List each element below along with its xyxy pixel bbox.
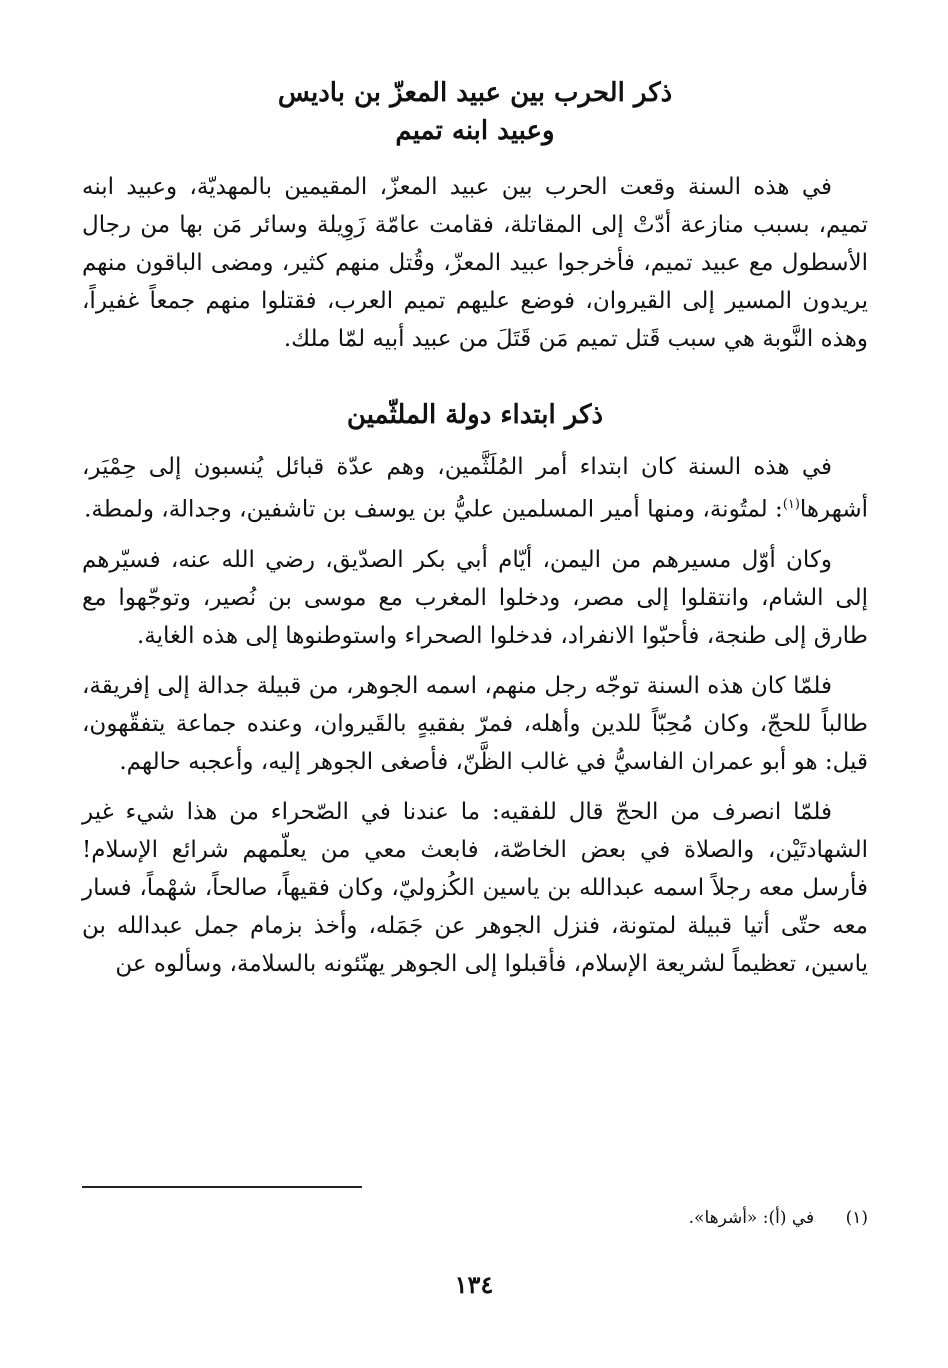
footnote-text: في (أ): «أشرها». [688, 1208, 815, 1228]
section-heading-line-1: ذكر الحرب بين عبيد المعزّ بن باديس [277, 78, 673, 108]
footnote-divider [82, 1186, 362, 1188]
section-heading-line-2: وعبيد ابنه تميم [395, 116, 555, 146]
paragraph-2-end: : لمتُونة، ومنها أمير المسلمين عليُّ بن يوسف بن تاشفين، وجدالة، ولمطة. [84, 496, 783, 523]
paragraph-5: فلمّا انصرف من الحجّ قال للفقيه: ما عندنا في الصّحراء من هذا شيء غير الشهادتَيْن، والصلاة في بعض الخاصّة، فابعث معي من يعلّمهم شرائع الإسلام! فأرسل معه رجلاً اسمه عبدالله بن ياسين الكُزوليّ، وكان فقيهاً، صالحاً، شهْماً، فسار معه حتّى أتيا قبيلة لمتونة، فنزل الجوهر عن جَمَله، وأخذ بزمام جمل عبدالله بن ياسين، تعظيماً لشريعة الإسلام، فأقبلوا إلى الجوهر يهنّئونه بالسلامة، وسألوه عن [82, 798, 868, 977]
paragraph-4: فلمّا كان هذه السنة توجّه رجل منهم، اسمه الجوهر، من قبيلة جدالة إلى إفريقة، طالباً للحجّ، وكان مُحِبّاً للدين وأهله، فمرّ بفقيهٍ بالقَيروان، وعنده جماعة يتفقّهون، قيل: هو أبو عمران الفاسيُّ في غالب الظَّنّ، فأصغى الجوهر إليه، وأعجبه حالهم. [82, 672, 868, 775]
footnote [689, 1206, 868, 1230]
paragraph-3: وكان أوّل مسيرهم من اليمن، أيّام أبي بكر الصدّيق، رضي الله عنه، فسيّرهم إلى الشام، وانتقلوا إلى مصر، ودخلوا المغرب مع موسى بن نُصير، وتوجّهوا مع طارق إلى طنجة، فأحبّوا الانفراد، فدخلوا الصحراء واستوطنوها إلى هذه الغاية. [82, 546, 868, 649]
footnote-number: (١) [845, 1208, 868, 1228]
footnote-ref: (١) [782, 497, 800, 512]
page-number: ١٣٤ [454, 1270, 494, 1299]
paragraph-2 [82, 448, 868, 529]
paragraph-2-start: في هذه السنة كان ابتداء أمر المُلَثَّمين، وهم عدّة قبائل يُنسبون إلى حِمْيَر، أشهرها [82, 454, 868, 523]
paragraph-1: في هذه السنة وقعت الحرب بين عبيد المعزّ، المقيمين بالمهديّة، وعبيد ابنه تميم، بسبب منازعة أدّتْ إلى المقاتلة، فقامت عامّة زَوِيلة وسائر مَن بها من رجال الأسطول مع عبيد تميم، فأخرجوا عبيد المعزّ، وقُتل منهم كثير، ومضى الباقون منهم يريدون المسير إلى القيروان، فوضع عليهم تميم العرب، فقتلوا منهم جمعاً غفيراً، وهذه النَّوبة هي سبب قَتل تميم مَن قَتَلَ من عبيد أبيه لمّا ملك. [82, 174, 868, 352]
section-heading-2: ذكر ابتداء دولة الملثّمين [346, 400, 604, 430]
